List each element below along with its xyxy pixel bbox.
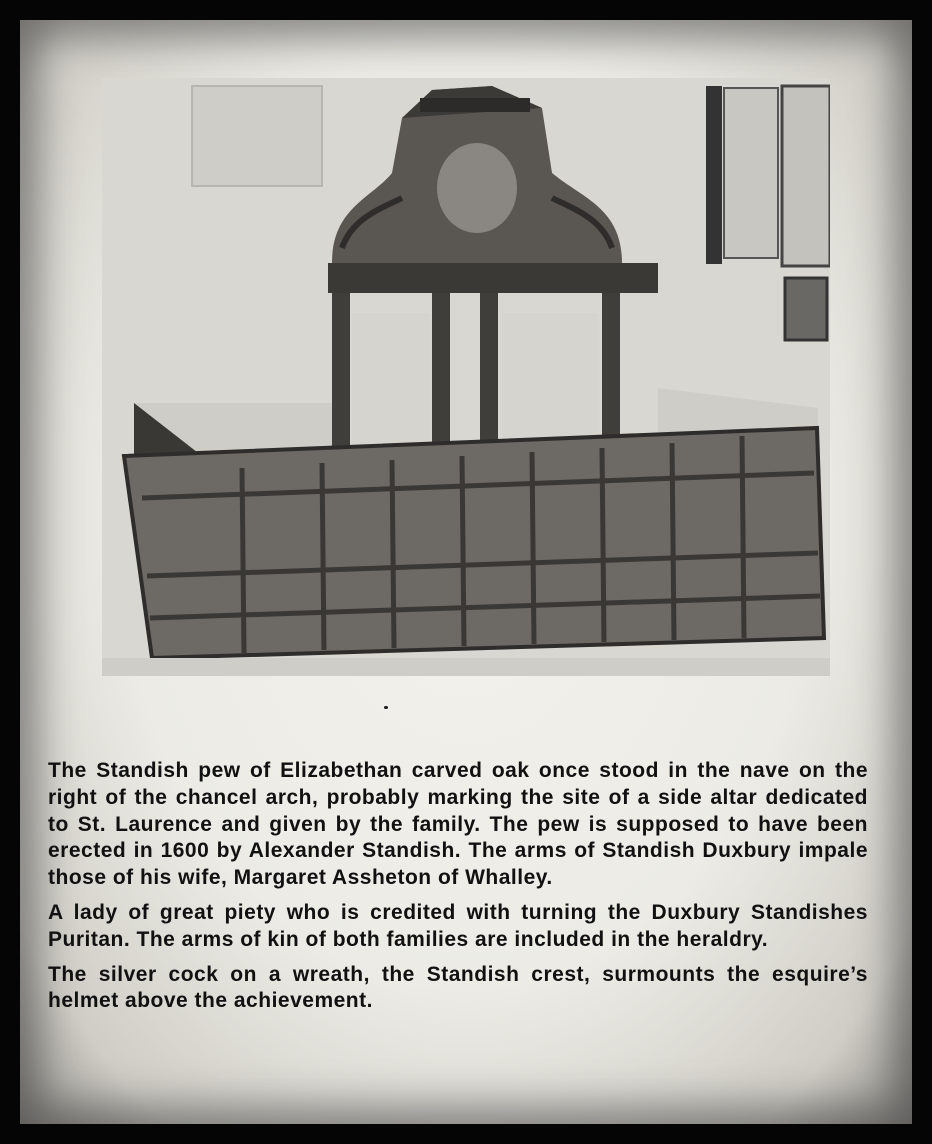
caption-paragraph-2: A lady of great piety who is credited with turning the Duxbury Standishes Puritan. The arms of kin of both families are included in the heraldry. — [48, 900, 868, 951]
caption-paragraph-1: The Standish pew of Elizabethan carved oak once stood in the nave on the right of the chancel arch, probably marking the site of a side altar dedicated to St. Laurence and given by the family. The pew is supposed to have been erected in 1600 by Alexander Standish. The arms of Standish Duxbury impale those of his wife, Margaret Assheton of Whalley. — [48, 759, 868, 890]
caption-paragraph-3: The silver cock on a wreath, the Standish crest, surmounts the esquire’s helmet above the achievement. — [48, 962, 868, 1013]
caption-text — [48, 758, 868, 1023]
pew-photograph — [102, 78, 830, 676]
pew-illustration — [102, 78, 830, 676]
article-page — [20, 20, 912, 1124]
print-speck — [384, 706, 388, 709]
